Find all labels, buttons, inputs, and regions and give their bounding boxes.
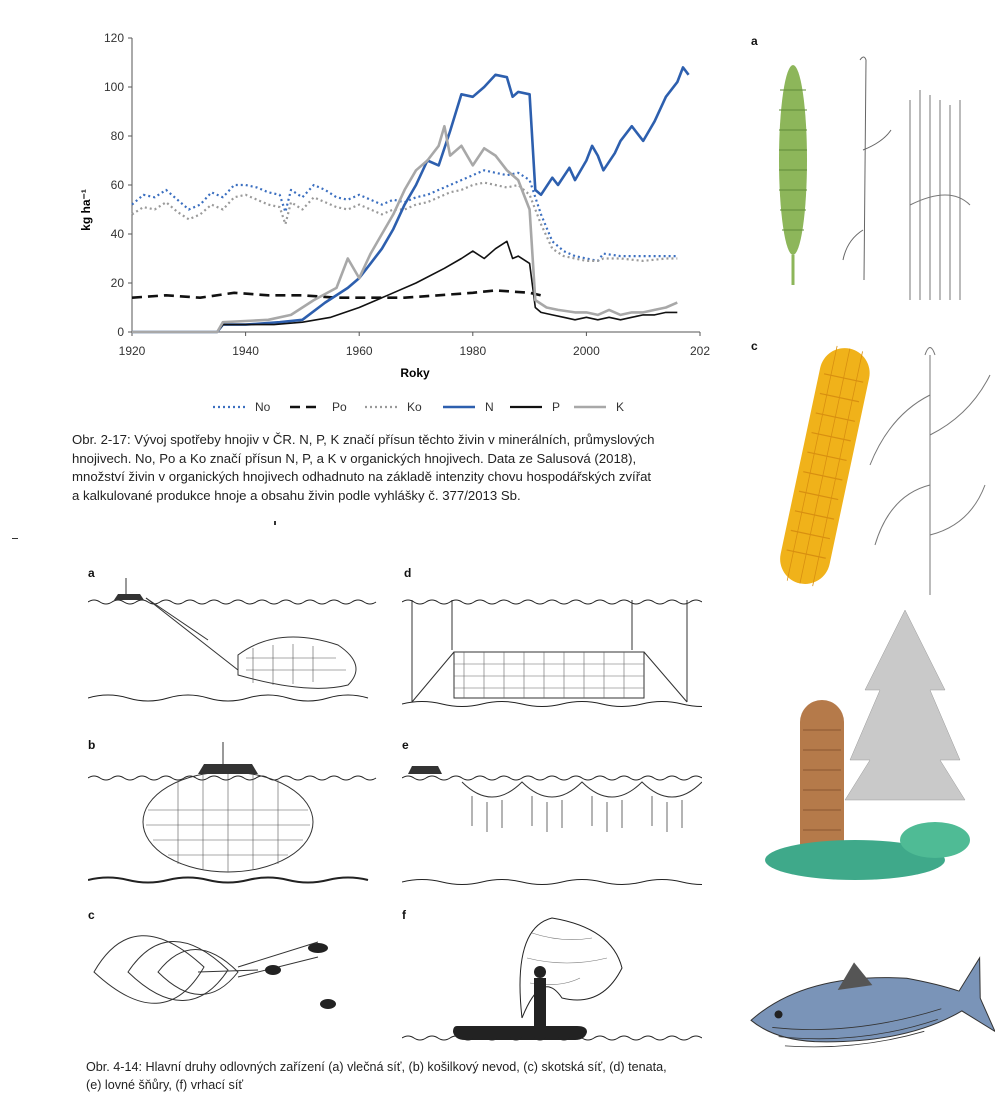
y-tick-label: 80	[110, 129, 124, 143]
maize-plant-sketch	[870, 348, 990, 596]
x-axis-label: Roky	[400, 366, 430, 380]
legend-label-Po: Po	[332, 400, 347, 414]
tuna-fish-illustration	[740, 935, 995, 1075]
gill-net-illustration	[402, 570, 702, 710]
x-tick-label: 1940	[232, 344, 259, 358]
chart-caption	[72, 431, 654, 505]
scottish-seine-illustration	[88, 912, 378, 1042]
y-tick-label: 60	[110, 178, 124, 192]
legend-label-P: P	[552, 400, 561, 414]
trawl-net-illustration	[88, 570, 378, 710]
chart-legend	[213, 400, 624, 414]
panel-label-c: c	[88, 908, 95, 922]
fishing-caption-line: (e) lovné šňůry, (f) vrhací síť	[86, 1078, 244, 1092]
panel-label-a: a	[751, 34, 758, 48]
long-line-illustration	[402, 740, 702, 890]
x-axis	[119, 332, 710, 358]
y-tick-label: 20	[110, 276, 124, 290]
chart-caption-line: a kalkulované produkce hnoje a obsahu živin podle vyhlášky č. 377/2013 Sb.	[72, 487, 521, 503]
fishing-caption	[86, 1058, 667, 1094]
y-tick-label: 120	[103, 31, 124, 45]
x-tick-label: 202	[689, 344, 710, 358]
wheat-stem-sketch	[843, 57, 891, 280]
cast-net-illustration	[402, 908, 702, 1048]
panel-label-f: f	[402, 908, 406, 922]
chart-caption-line: množství živin v organických hnojivech odhadnuto na základě intenzity chovu hospodářských zvířat	[72, 469, 652, 485]
stray-mark	[12, 538, 18, 539]
purse-seine-illustration	[88, 740, 378, 890]
panel-label-a: a	[88, 566, 95, 580]
series-line-Ko	[132, 183, 677, 261]
x-tick-label: 2000	[573, 344, 600, 358]
x-tick-label: 1960	[345, 344, 373, 358]
fishing-caption-line: Obr. 4-14: Hlavní druhy odlovných zařízení (a) vlečná síť, (b) košilkový nevod, (c) skotská síť, (d) tenata,	[86, 1060, 667, 1074]
y-axis-label: kg ha⁻¹	[79, 189, 93, 231]
stray-mark	[274, 521, 276, 525]
wheat-illustration	[760, 30, 1000, 300]
panel-label-b: b	[88, 738, 96, 752]
chart-caption-line: hnojivech. No, Po a Ko značí přísun N, P, a K v organických hnojivech. Data ze Salusová (2018),	[72, 450, 637, 466]
y-axis	[104, 31, 132, 339]
legend-label-Ko: Ko	[407, 400, 422, 414]
series-group	[132, 67, 689, 332]
chart-caption-line: Obr. 2-17: Vývoj spotřeby hnojiv v ČR. N, P, K značí přísun těchto živin v minerálních, průmyslových	[72, 432, 655, 447]
legend-label-No: No	[255, 400, 271, 414]
y-tick-label: 0	[117, 325, 124, 339]
fertilizer-line-chart	[70, 20, 710, 430]
panel-label-e: e	[402, 738, 409, 752]
x-tick-label: 1920	[118, 344, 146, 358]
panel-label-c: c	[751, 339, 758, 353]
wheat-ear	[779, 65, 807, 285]
fir-tree-illustration	[765, 610, 1000, 900]
series-line-K	[132, 126, 677, 332]
corn-cob	[775, 343, 874, 588]
series-line-P	[132, 241, 677, 332]
fir-branch	[765, 822, 970, 880]
legend-label-K: K	[616, 400, 625, 414]
y-tick-label: 40	[110, 227, 124, 241]
legend-label-N: N	[485, 400, 494, 414]
panel-label-d: d	[404, 566, 412, 580]
x-tick-label: 1980	[459, 344, 487, 358]
y-tick-label: 100	[103, 80, 124, 94]
series-line-No	[132, 170, 677, 261]
wheat-leaf-sheath-sketch	[910, 90, 970, 300]
fir-tree-sketch	[845, 610, 965, 800]
maize-illustration	[760, 335, 1000, 600]
